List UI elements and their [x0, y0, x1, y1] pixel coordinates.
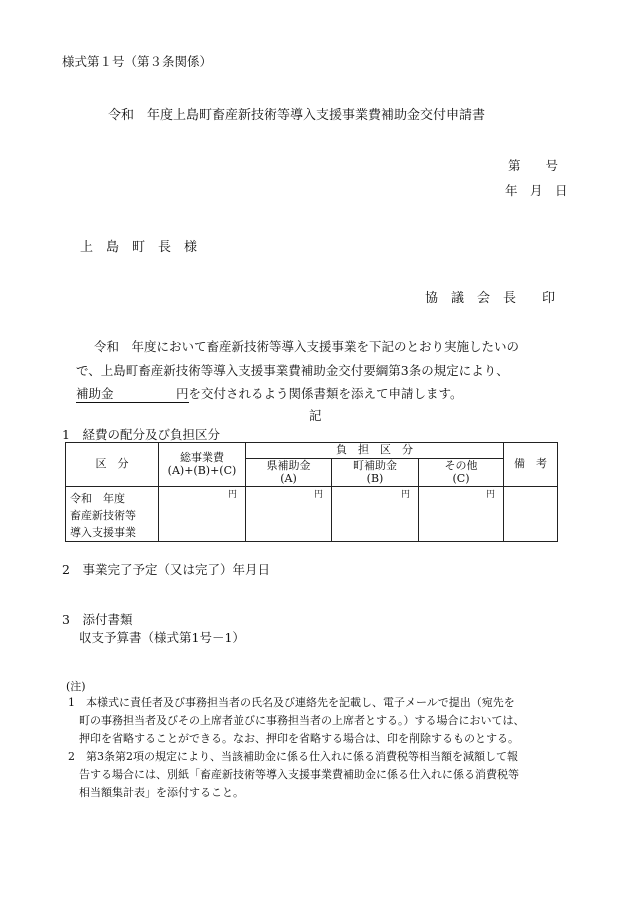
body-line-3 [76, 384, 463, 402]
section-1-heading: 1 経費の配分及び負担区分 [62, 427, 220, 442]
document-number: 第 号 [508, 158, 559, 173]
notes-label: (注) [66, 680, 86, 693]
prefecture-subsidy-cell: 円 [246, 487, 332, 542]
note-2-line-1: 2 第3条第2項の規定により、当該補助金に係る仕入れに係る消費税等相当額を減額して報 [68, 750, 518, 763]
body-line-1: 令和 年度において畜産新技術等導入支援事業を下記のとおり実施したいの [94, 339, 520, 354]
header-prefecture-subsidy: 県補助金 (A) [246, 459, 332, 487]
note-1-line-3: 押印を省略することができる。なお、押印を省略する場合は、印を削除するものとする。 [79, 732, 519, 745]
row-label: 令和 年度 畜産新技術等 導入支援事業 [66, 487, 159, 542]
document-title: 令和 年度上島町畜産新技術等導入支援事業費補助金交付申請書 [108, 108, 486, 123]
other-cell: 円 [419, 487, 504, 542]
addressee: 上 島 町 長 様 [80, 240, 198, 255]
document-date: 年 月 日 [505, 183, 568, 198]
note-1-line-2: 町の事務担当者及びその上席者並びに事務担当者の上席者とする。）する場合においては、 [79, 714, 525, 727]
note-2-line-2: 告する場合には、別紙「畜産新技術等導入支援事業費補助金に係る仕入れに係る消費税等 [79, 768, 519, 781]
subsidy-amount: 補助金 円 [76, 386, 189, 401]
header-remarks: 備 考 [504, 443, 558, 487]
note-1-line-1: 1 本様式に責任者及び事務担当者の氏名及び連絡先を記載し、電子メールで提出（宛先を [68, 696, 515, 709]
form-number: 様式第１号（第３条関係） [62, 54, 213, 69]
body-line-2: で、上島町畜産新技術等導入支援事業費補助金交付要綱第3条の規定により、 [76, 363, 509, 378]
body-line-3-rest: を交付されるよう関係書類を添えて申請します。 [188, 386, 463, 401]
header-other: その他 (C) [419, 459, 504, 487]
section-3-heading: 3 添付書類 [62, 612, 133, 627]
header-total-cost: 総事業費 (A)+(B)+(C) [159, 443, 246, 487]
header-category: 区 分 [66, 443, 159, 487]
note-2-line-3: 相当額集計表」を添付すること。 [79, 786, 244, 799]
total-cost-cell: 円 [159, 487, 246, 542]
header-town-subsidy: 町補助金 (B) [332, 459, 419, 487]
ki-heading: 記 [309, 408, 322, 423]
remarks-cell [504, 487, 558, 542]
header-burden-division: 負 担 区 分 [246, 443, 504, 459]
applicant-signature: 協 議 会 長 印 [425, 291, 556, 306]
section-2-heading: 2 事業完了予定（又は完了）年月日 [62, 562, 270, 577]
town-subsidy-cell: 円 [332, 487, 419, 542]
expense-allocation-table [65, 442, 558, 542]
attachment-item: 収支予算書（様式第1号－1） [79, 630, 245, 645]
